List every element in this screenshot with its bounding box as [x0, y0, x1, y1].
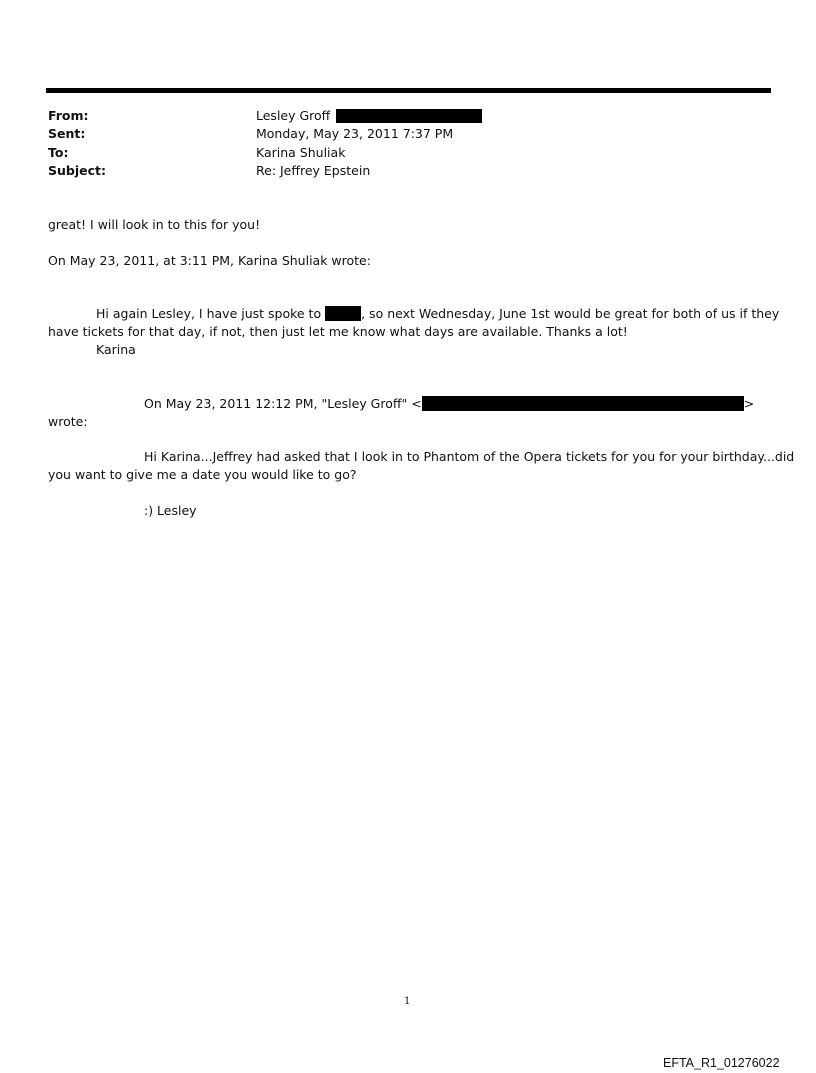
- page-number: 1: [404, 996, 411, 1007]
- quote2-intro-text: On May 23, 2011 12:12 PM, "Lesley Groff" <: [144, 396, 422, 411]
- to-value: Karina Shuliak: [256, 145, 346, 160]
- redaction-block: [336, 109, 482, 123]
- subject-value: Re: Jeffrey Epstein: [256, 163, 371, 178]
- lesley-line-2: you want to give me a date you would like to go?: [48, 467, 357, 482]
- to-label: To:: [48, 145, 69, 160]
- quote1-intro: On May 23, 2011, at 3:11 PM, Karina Shuliak wrote:: [48, 253, 371, 268]
- document-id: EFTA_R1_01276022: [663, 1056, 780, 1070]
- from-label: From:: [48, 108, 89, 123]
- subject-label: Subject:: [48, 163, 106, 178]
- lesley-line-1: Hi Karina...Jeffrey had asked that I look in to Phantom of the Opera tickets for you for your birthday...did: [144, 449, 795, 464]
- karina-line-2: have tickets for that day, if not, then just let me know what days are available. Thanks a lot!: [48, 324, 628, 339]
- karina-line-1: [96, 305, 779, 323]
- karina-line-1b: , so next Wednesday, June 1st would be great for both of us if they: [361, 306, 780, 321]
- karina-line-1a: Hi again Lesley, I have just spoke to: [96, 306, 322, 321]
- from-name: Lesley Groff: [256, 108, 331, 123]
- quote2-close: >: [743, 396, 755, 411]
- quote2-intro: [144, 395, 754, 413]
- sent-value: Monday, May 23, 2011 7:37 PM: [256, 126, 454, 141]
- lesley-signature: :) Lesley: [144, 503, 197, 518]
- header-rule: [46, 88, 771, 93]
- karina-signature: Karina: [96, 342, 136, 357]
- reply-text: great! I will look in to this for you!: [48, 217, 261, 232]
- sent-label: Sent:: [48, 126, 86, 141]
- quote2-wrote: wrote:: [48, 414, 88, 429]
- redaction-block: [422, 396, 744, 411]
- from-value: [256, 108, 482, 123]
- redaction-block: [325, 306, 361, 321]
